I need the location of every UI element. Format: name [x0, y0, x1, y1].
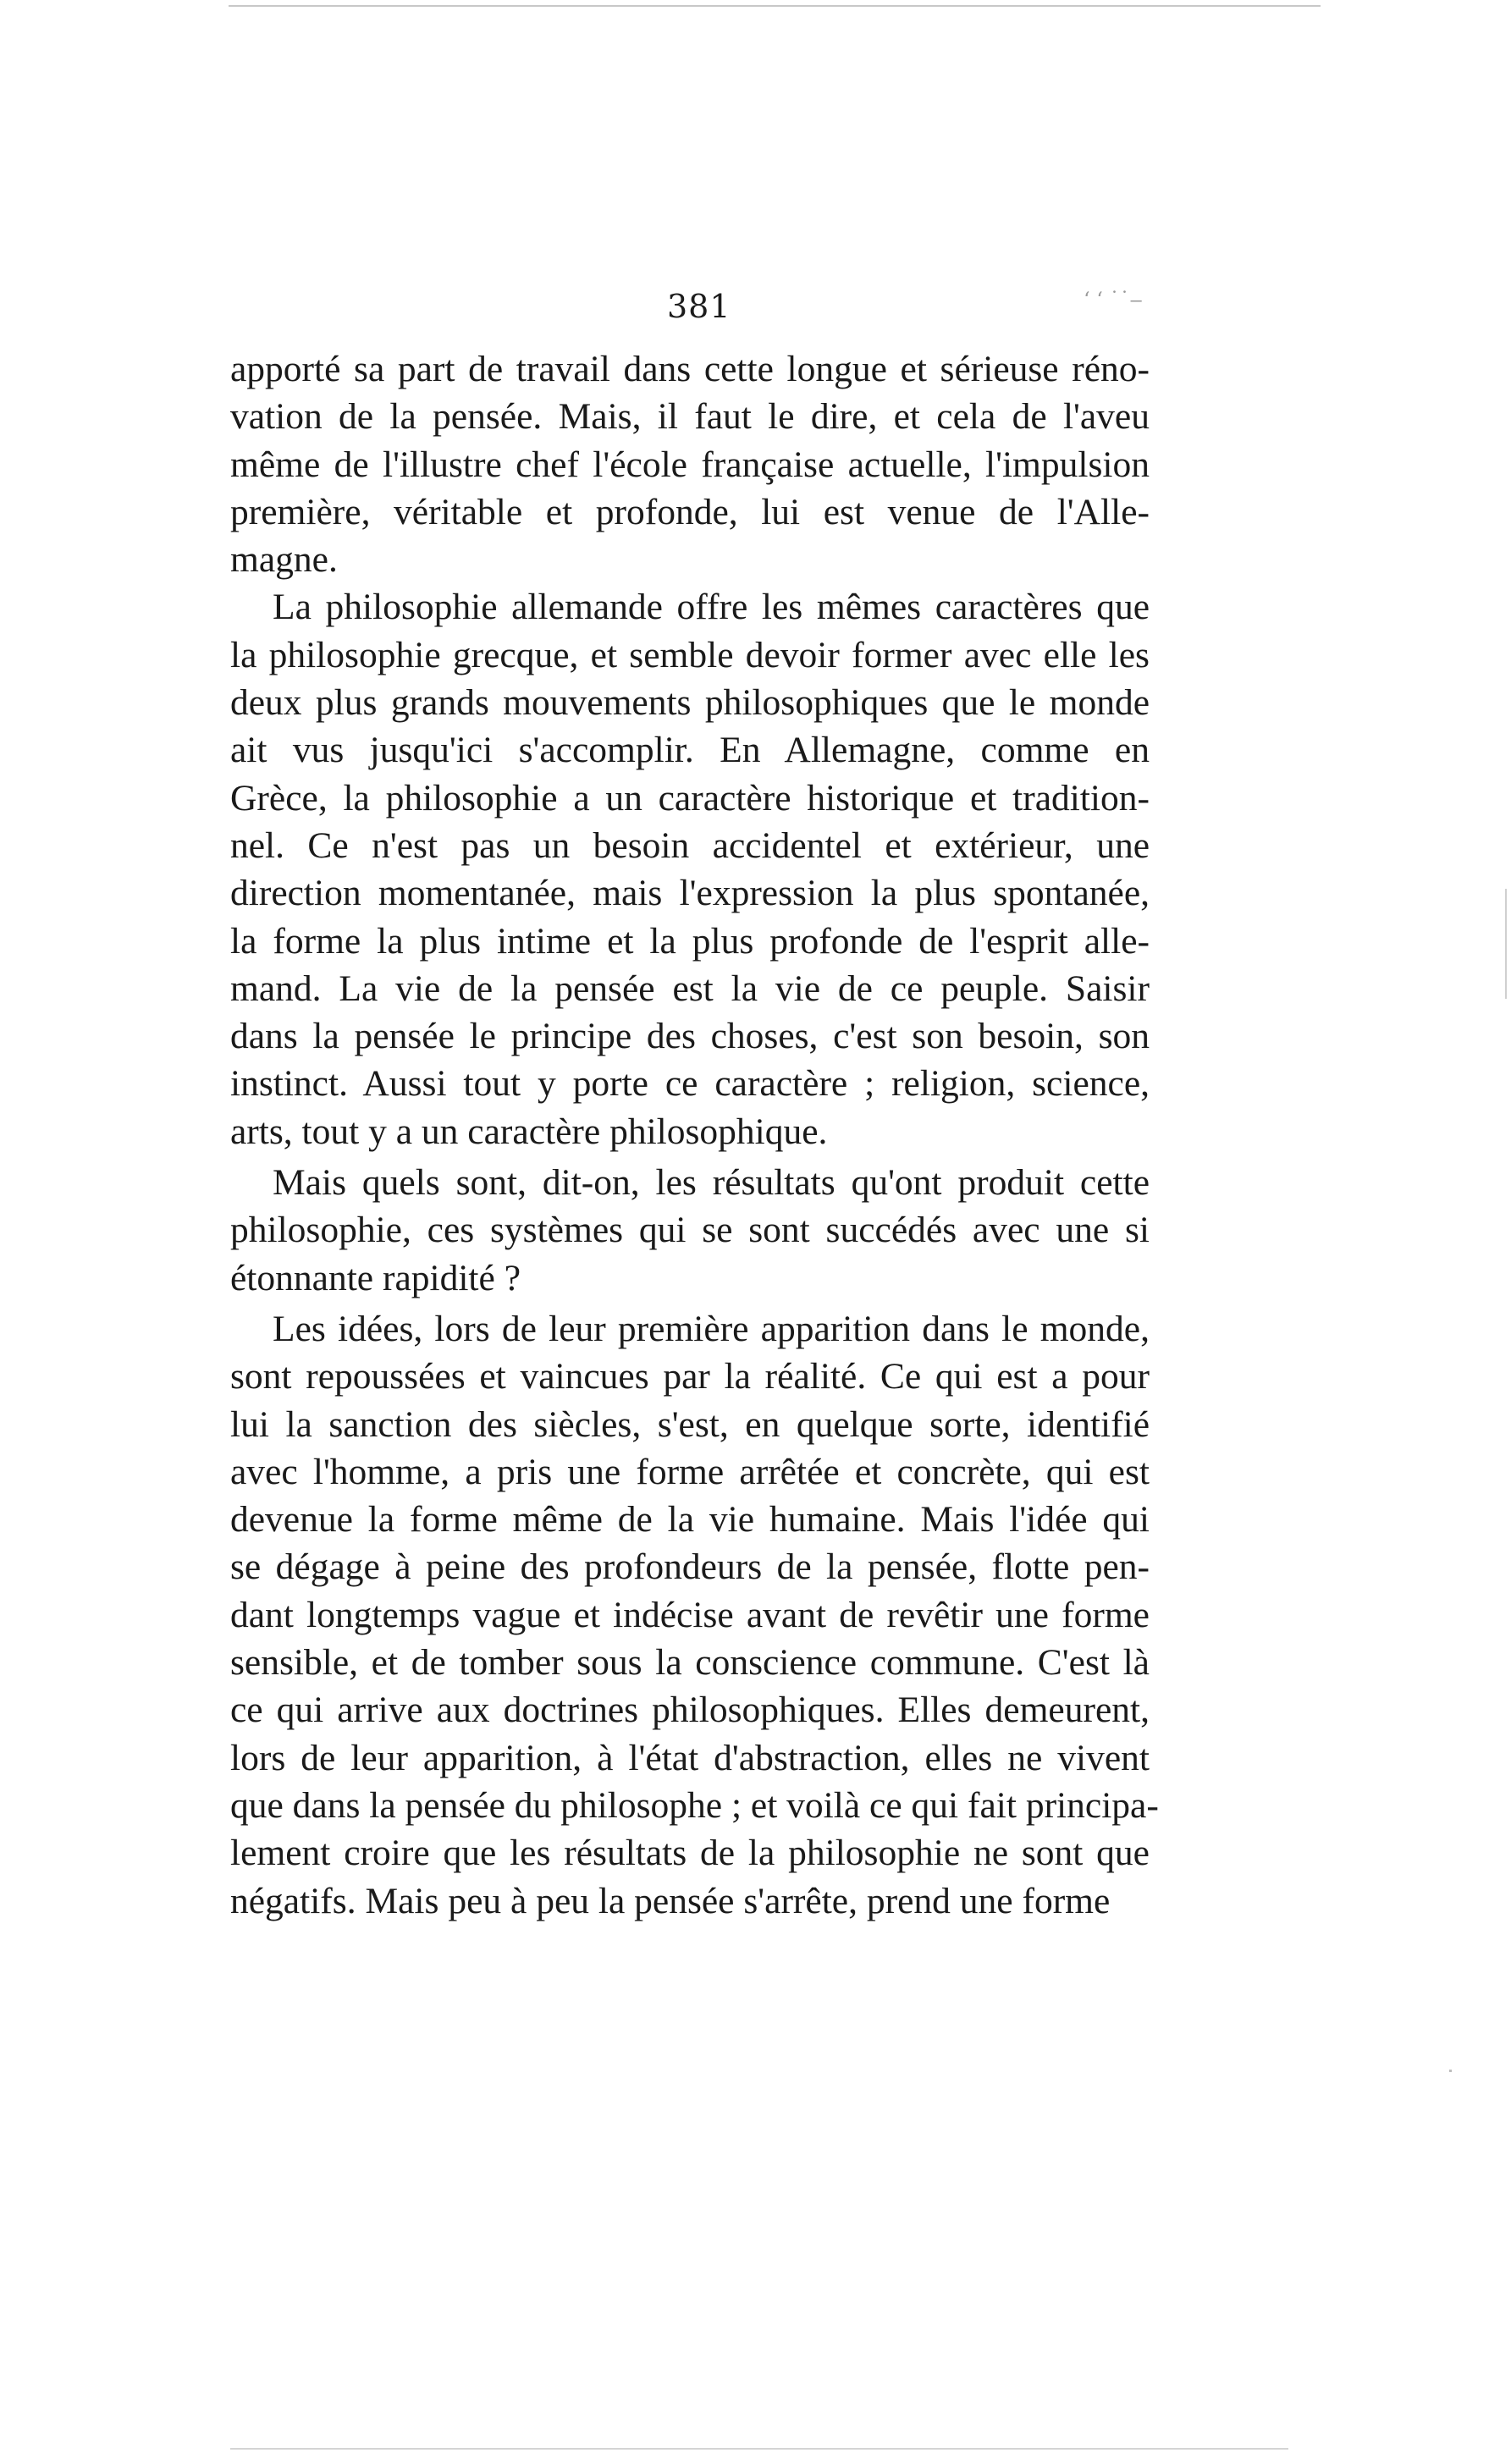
- paragraph-3: [230, 1159, 1150, 1302]
- text-line: que dans la pensée du philosophe ; et voilà ce qui fait principa-: [230, 1784, 1159, 1826]
- text-line: ce qui arrive aux doctrines philosophiques. Elles demeurent,: [230, 1690, 1150, 1731]
- text-line: la philosophie grecque, et semble devoir former avec elle les: [230, 634, 1150, 675]
- text-line: mand. La vie de la pensée est la vie de ce peuple. Saisir: [230, 967, 1150, 1009]
- text-line: lement croire que les résultats de la philosophie ne sont que: [230, 1833, 1150, 1874]
- corner-scan-mark: ʻ ʻ ˙˙‒: [1084, 288, 1143, 311]
- paragraph-2: [230, 583, 1150, 1155]
- text-line: dant longtemps vague et indécise avant de revêtir une forme: [230, 1594, 1150, 1635]
- text-line: avec l'homme, a pris une forme arrêtée et concrète, qui est: [230, 1451, 1150, 1492]
- top-edge-rule: [229, 5, 1321, 7]
- text-line: la forme la plus intime et la plus profonde de l'esprit alle-: [230, 920, 1150, 962]
- text-line: La philosophie allemande offre les mêmes caractères que: [273, 587, 1150, 628]
- text-line: étonnante rapidité ?: [230, 1257, 521, 1298]
- page-number: 381: [667, 288, 731, 325]
- text-line: magne.: [230, 539, 338, 581]
- text-line: deux plus grands mouvements philosophiques que le monde: [230, 682, 1150, 724]
- text-line: négatifs. Mais peu à peu la pensée s'arrête, prend une forme: [230, 1880, 1111, 1921]
- text-line: même de l'illustre chef l'école française actuelle, l'impulsion: [230, 444, 1150, 485]
- text-line: philosophie, ces systèmes qui se sont succédés avec une si: [230, 1210, 1150, 1251]
- text-line: se dégage à peine des profondeurs de la pensée, flotte pen-: [230, 1546, 1150, 1588]
- paragraph-4: [230, 1305, 1159, 1925]
- paragraph-1: [230, 345, 1150, 583]
- text-line: lors de leur apparition, à l'état d'abstraction, elles ne vivent: [230, 1737, 1150, 1778]
- text-line: vation de la pensée. Mais, il faut le dire, et cela de l'aveu: [230, 396, 1150, 438]
- text-line: ait vus jusqu'ici s'accomplir. En Allemagne, comme en: [230, 730, 1150, 771]
- margin-speck: [1449, 2070, 1452, 2072]
- text-line: instinct. Aussi tout y porte ce caractère ; religion, science,: [230, 1063, 1150, 1105]
- text-line: direction momentanée, mais l'expression la plus spontanée,: [230, 873, 1150, 914]
- text-line: sensible, et de tomber sous la conscience commune. C'est là: [230, 1642, 1150, 1684]
- bottom-edge-rule: [230, 2448, 1288, 2450]
- text-line: sont repoussées et vaincues par la réalité. Ce qui est a pour: [230, 1356, 1150, 1397]
- body-text: [230, 345, 1159, 1925]
- text-line: devenue la forme même de la vie humaine. Mais l'idée qui: [230, 1499, 1150, 1541]
- text-line: lui la sanction des siècles, s'est, en quelque sorte, identifié: [230, 1403, 1150, 1445]
- margin-scan-line: [1505, 889, 1507, 999]
- text-line: Mais quels sont, dit-on, les résultats qu'ont produit cette: [273, 1162, 1150, 1204]
- text-line: nel. Ce n'est pas un besoin accidentel et extérieur, une: [230, 824, 1150, 866]
- text-line: première, véritable et profonde, lui est venue de l'Alle-: [230, 491, 1150, 532]
- text-line: dans la pensée le principe des choses, c'est son besoin, son: [230, 1016, 1150, 1057]
- text-line: Les idées, lors de leur première apparition dans le monde,: [273, 1308, 1150, 1349]
- text-line: Grèce, la philosophie a un caractère historique et tradition-: [230, 777, 1150, 819]
- text-line: arts, tout y a un caractère philosophique.: [230, 1111, 828, 1152]
- text-line: apporté sa part de travail dans cette longue et sérieuse réno-: [230, 349, 1150, 389]
